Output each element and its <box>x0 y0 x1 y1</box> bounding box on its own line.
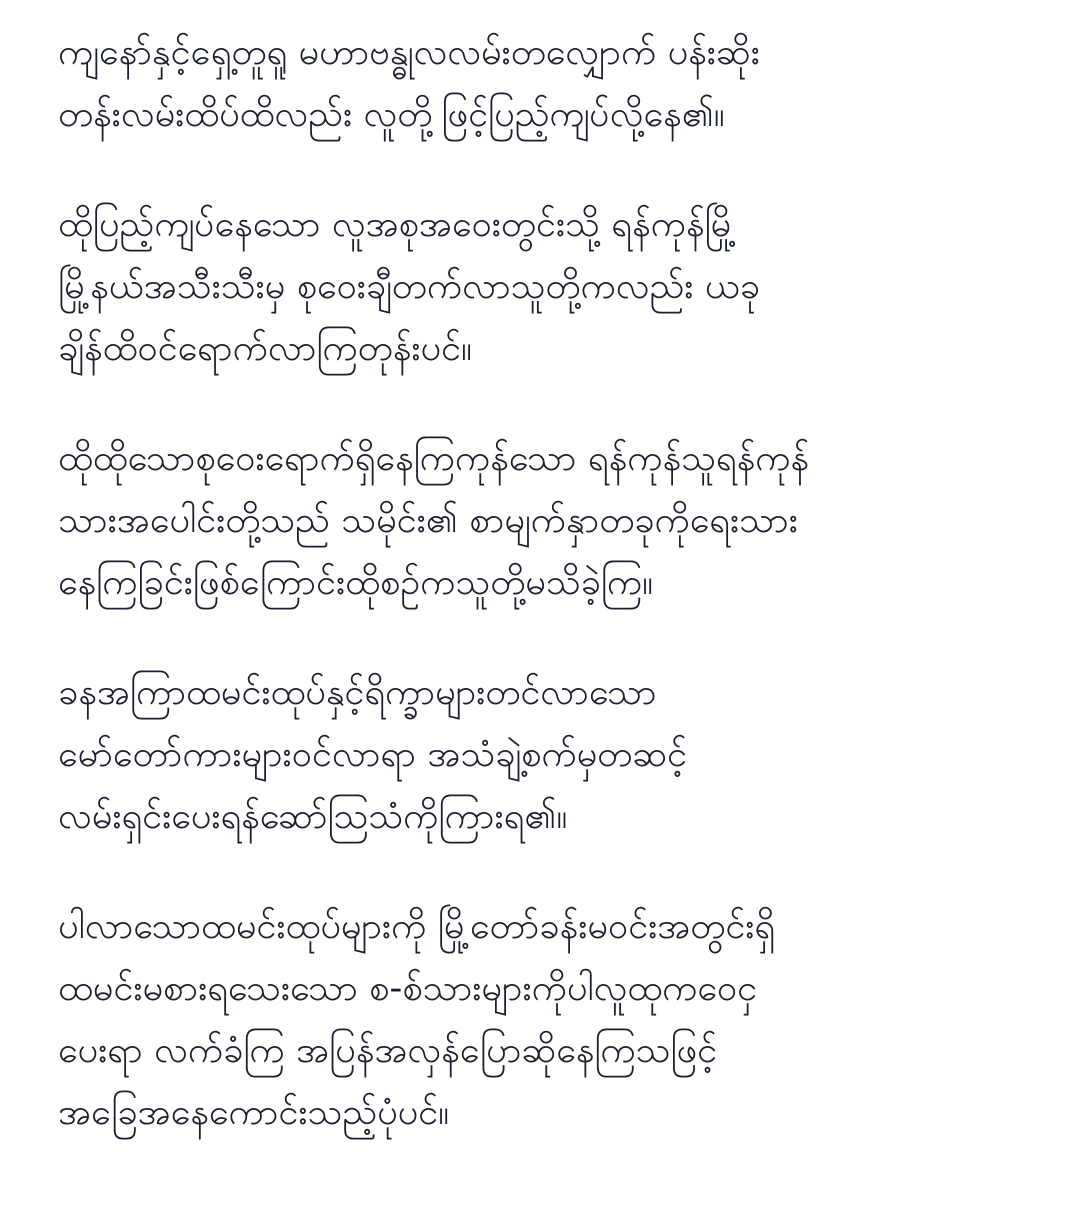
text-line: ထိုပြည့်ကျပ်နေသော လူအစုအဝေးတွင်းသို့ ရန်ကုန်မြို့ <box>58 204 737 245</box>
text-line: ကျနော်နှင့်ရှေ့တူရူ မဟာဗန္ဓုလလမ်းတလျှောက် ပန်းဆိုး <box>58 32 760 73</box>
text-line: သားအပေါင်းတို့သည် သမိုင်း၏ စာမျက်နှာတခုကိုရေးသား <box>58 500 798 541</box>
text-line: ပေးရာ လက်ခံကြ အပြန်အလှန်ပြောဆိုနေကြသဖြင့် <box>58 1030 718 1071</box>
text-line: ထမင်းမစားရသေးသော စ-စ်သားများကိုပါလူထုကဝေငှ <box>58 968 758 1009</box>
paragraph-4 <box>58 662 1039 848</box>
text-line: ချိန်ထိဝင်ရောက်လာကြတုန်းပင်။ <box>58 328 472 369</box>
text-line: နေကြခြင်းဖြစ်ကြောင်းထိုစဉ်ကသူတို့မသိခဲ့ကြ။ <box>58 562 654 603</box>
text-line: ပါလာသောထမင်းထုပ်များကို မြို့တော်ခန်းမဝင်းအတွင်းရှိ <box>58 906 776 947</box>
text-line: ခနအကြာထမင်းထုပ်နှင့်ရိက္ခာများတင်လာသော <box>58 672 657 713</box>
text-line: အခြေအနေကောင်းသည့်ပုံပင်။ <box>58 1092 450 1133</box>
paragraph-3 <box>58 428 1039 614</box>
text-line: လမ်းရှင်းပေးရန်ဆော်သြသံကိုကြားရ၏။ <box>58 796 568 837</box>
paragraph-1 <box>58 22 1039 146</box>
text-line: မော်တော်ကားများဝင်လာရာ အသံချဲ့စက်မှတဆင့် <box>58 734 687 775</box>
text-line: မြို့နယ်အသီးသီးမှ စုဝေးချီတက်လာသူတို့ကလည်း ယခု <box>58 266 761 307</box>
text-line: တန်းလမ်းထိပ်ထိလည်း လူတို့ဖြင့်ပြည့်ကျပ်လို့နေ၏။ <box>58 94 725 135</box>
paragraph-5 <box>58 896 1039 1144</box>
paragraph-2 <box>58 194 1039 380</box>
text-line: ထိုထိုသောစုဝေးရောက်ရှိနေကြကုန်သော ရန်ကုန်သူရန်ကုန် <box>58 438 810 479</box>
